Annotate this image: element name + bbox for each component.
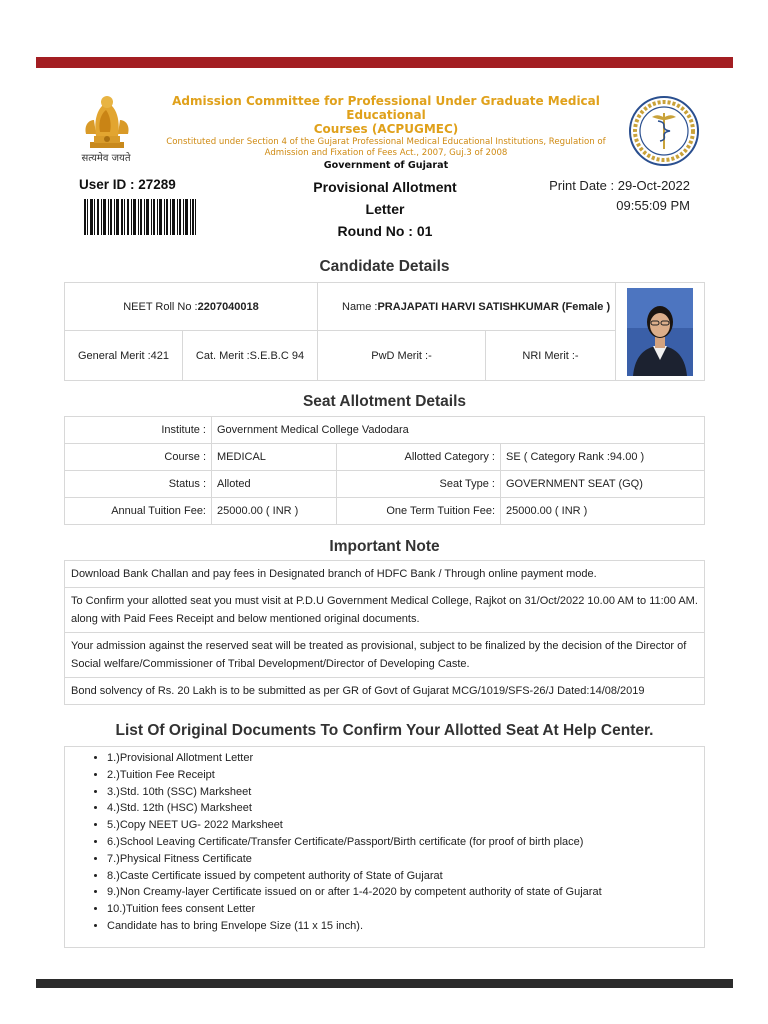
note-row: Download Bank Challan and pay fees in Designated branch of HDFC Bank / Through online payment mode. <box>65 561 705 588</box>
seat-type-label: Seat Type : <box>337 471 501 498</box>
category-merit: Cat. Merit :S.E.B.C 94 <box>183 331 318 381</box>
top-accent-bar <box>36 57 733 68</box>
header-subtitle-line1: Constituted under Section 4 of the Gujarat Professional Medical Educational Institutions, Regulation of <box>166 137 606 147</box>
photo-cell <box>616 283 705 381</box>
list-item: • 6.)School Leaving Certificate/Transfer Certificate/Passport/Birth certificate (for proof of birth place) <box>107 834 704 851</box>
list-item: • 7.)Physical Fitness Certificate <box>107 851 704 868</box>
seat-table <box>64 416 705 525</box>
bottom-accent-bar <box>36 979 733 988</box>
list-item: • 1.)Provisional Allotment Letter <box>107 750 704 767</box>
pwd-merit: PwD Merit :- <box>318 331 486 381</box>
header-government: Government of Gujarat <box>323 160 449 171</box>
candidate-photo <box>627 288 693 376</box>
name-cell <box>318 283 616 331</box>
list-item: • 10.)Tuition fees consent Letter <box>107 901 704 918</box>
annual-fee-value: 25000.00 ( INR ) <box>212 498 337 525</box>
seat-section-title: Seat Allotment Details <box>302 393 467 410</box>
header-subtitle-line2: Admission and Fixation of Fees Act., 2007, Guj.3 of 2008 <box>264 148 508 158</box>
seat-type-value: GOVERNMENT SEAT (GQ) <box>501 471 705 498</box>
user-id: User ID : 27289 <box>79 177 176 192</box>
neet-roll-label: NEET Roll No : <box>123 300 198 313</box>
note-row: Your admission against the reserved seat will be treated as provisional, subject to be finalized by the decision of the Director of Social welfare/Commissioner of Tribal Development/Director of Developing Caste. <box>65 633 705 678</box>
annual-fee-label: Annual Tuition Fee: <box>65 498 212 525</box>
list-item: • Candidate has to bring Envelope Size (11 x 15 inch). <box>107 918 704 935</box>
letter-title-line1: Provisional Allotment <box>313 179 457 195</box>
name-label: Name : <box>342 300 378 313</box>
term-fee-label: One Term Tuition Fee: <box>337 498 501 525</box>
round-number: Round No : 01 <box>337 223 433 239</box>
course-value: MEDICAL <box>212 444 337 471</box>
list-item: • 3.)Std. 10th (SSC) Marksheet <box>107 784 704 801</box>
course-label: Course : <box>65 444 212 471</box>
note-table <box>64 560 705 705</box>
neet-roll-value: 2207040018 <box>197 300 259 313</box>
documents-section-title: List Of Original Documents To Confirm Your Allotted Seat At Help Center. <box>115 722 654 739</box>
print-date-line2: 09:55:09 PM <box>616 198 690 213</box>
list-item: • 9.)Non Creamy-layer Certificate issued on or after 1-4-2020 by competent authority of state of Gujarat <box>107 884 704 901</box>
institute-value: Government Medical College Vadodara <box>212 417 705 444</box>
letter-title-line2: Letter <box>365 201 405 217</box>
list-item: • 4.)Std. 12th (HSC) Marksheet <box>107 800 704 817</box>
list-item: • 2.)Tuition Fee Receipt <box>107 767 704 784</box>
emblem-caption: सत्यमेव जयते <box>81 153 131 164</box>
list-item: • 8.)Caste Certificate issued by competent authority of State of Gujarat <box>107 868 704 885</box>
print-date-line1: Print Date : 29-Oct-2022 <box>549 178 690 193</box>
candidate-table <box>64 282 705 381</box>
term-fee-value: 25000.00 ( INR ) <box>501 498 705 525</box>
note-row: To Confirm your allotted seat you must visit at P.D.U Government Medical College, Rajkot on 31/Oct/2022 10.00 AM to 11:00 AM. along with Paid Fees Receipt and below mentioned original documents. <box>65 588 705 633</box>
neet-roll-cell <box>65 283 318 331</box>
header-title-line1: Admission Committee for Professional Under Graduate Medical Educational <box>172 94 600 122</box>
status-label: Status : <box>65 471 212 498</box>
documents-list <box>65 750 704 935</box>
candidate-section-title: Candidate Details <box>319 258 450 275</box>
institute-label: Institute : <box>65 417 212 444</box>
committee-seal-icon <box>628 95 700 167</box>
nri-merit: NRI Merit :- <box>486 331 616 381</box>
print-date <box>520 176 690 216</box>
barcode-icon <box>84 199 196 235</box>
allotted-category-value: SE ( Category Rank :94.00 ) <box>501 444 705 471</box>
note-section-title: Important Note <box>329 538 440 555</box>
allotted-category-label: Allotted Category : <box>337 444 501 471</box>
note-row: Bond solvency of Rs. 20 Lakh is to be submitted as per GR of Govt of Gujarat MCG/1019/SFS-26/J Dated:14/08/2019 <box>65 678 705 705</box>
letter-title <box>290 176 480 242</box>
header-block <box>145 94 627 171</box>
documents-list-box <box>64 746 705 948</box>
status-value: Alloted <box>212 471 337 498</box>
list-item: • 5.)Copy NEET UG- 2022 Marksheet <box>107 817 704 834</box>
name-value: PRAJAPATI HARVI SATISHKUMAR (Female ) <box>377 300 611 313</box>
header-title-line2: Courses (ACPUGMEC) <box>313 122 459 136</box>
general-merit: General Merit :421 <box>65 331 183 381</box>
